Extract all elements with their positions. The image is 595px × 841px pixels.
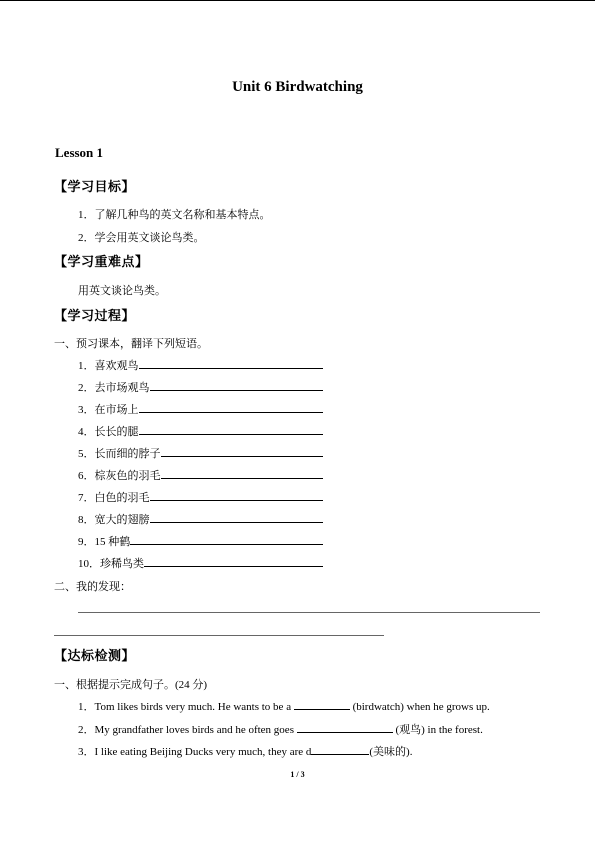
question-2-text-a: My grandfather loves birds and he often goes (94, 724, 294, 736)
phrase-label: 8．宽大的翅膀 (78, 514, 150, 526)
question-2-blank[interactable] (297, 723, 393, 733)
phrase-answer-blank[interactable] (161, 469, 323, 479)
question-3-text-b: (美味的). (369, 746, 413, 758)
phrase-answer-blank[interactable] (139, 359, 323, 369)
phrase-label: 1．喜欢观鸟 (78, 360, 139, 372)
page-top-rule (0, 0, 595, 1)
phrase-answer-blank[interactable] (150, 491, 323, 501)
question-3-number: 3． (78, 746, 95, 758)
phrase-label: 2．去市场观鸟 (78, 382, 150, 394)
phrase-label: 4．长长的腿 (78, 426, 139, 438)
question-3-text-a: I like eating Beijing Ducks very much, they are d (94, 746, 312, 758)
question-2-number: 2． (78, 724, 95, 736)
question-2-text-b: (观鸟) in the forest. (395, 724, 483, 736)
question-1 (78, 698, 490, 714)
question-2 (78, 721, 483, 737)
phrase-item-7 (78, 489, 323, 505)
phrase-answer-blank[interactable] (130, 535, 323, 545)
phrase-item-3 (78, 401, 323, 417)
goal-item-1: 1．了解几种鸟的英文名称和基本特点。 (78, 209, 271, 221)
phrase-item-2 (78, 379, 323, 395)
discovery-answer-line-1[interactable] (78, 612, 540, 613)
phrase-label: 7．白色的羽毛 (78, 492, 150, 504)
question-3 (78, 743, 412, 759)
phrase-answer-blank[interactable] (144, 557, 323, 567)
phrase-item-5 (78, 445, 323, 461)
phrase-answer-blank[interactable] (150, 381, 323, 391)
question-1-number: 1． (78, 701, 95, 713)
document-title: Unit 6 Birdwatching (232, 79, 363, 95)
phrase-label: 6．棕灰色的羽毛 (78, 470, 161, 482)
phrase-label: 9．15 种鹤 (78, 536, 131, 548)
question-1-text-a: Tom likes birds very much. He wants to be a (94, 701, 292, 713)
question-1-text-b: (birdwatch) when he grows up. (352, 701, 490, 713)
question-1-blank[interactable] (294, 700, 350, 710)
phrase-item-8 (78, 511, 323, 527)
phrase-answer-blank[interactable] (150, 513, 323, 523)
phrase-label: 10．珍稀鸟类 (78, 558, 144, 570)
goal-item-2: 2．学会用英文谈论鸟类。 (78, 232, 205, 244)
phrase-item-4 (78, 423, 323, 439)
phrase-label: 5．长而细的脖子 (78, 448, 161, 460)
test-part1-title: 一、根据提示完成句子。(24 分) (54, 679, 208, 691)
heading-assessment: 【达标检测】 (54, 649, 136, 664)
heading-learning-process: 【学习过程】 (54, 309, 136, 324)
phrase-item-6 (78, 467, 323, 483)
process-part2-title: 二、我的发现： (54, 581, 131, 593)
phrase-answer-blank[interactable] (139, 403, 323, 413)
phrase-item-10 (78, 555, 323, 571)
phrase-item-9 (78, 533, 323, 549)
heading-key-points: 【学习重难点】 (54, 255, 149, 270)
lesson-label: Lesson 1 (55, 145, 104, 160)
phrase-label: 3．在市场上 (78, 404, 139, 416)
phrase-item-1 (78, 357, 323, 373)
question-3-blank[interactable] (311, 745, 369, 755)
page-number: 1 / 3 (290, 770, 305, 779)
discovery-answer-line-2[interactable] (54, 635, 384, 636)
process-part1-title: 一、预习课本，翻译下列短语。 (54, 338, 208, 350)
phrase-answer-blank[interactable] (161, 447, 323, 457)
phrase-answer-blank[interactable] (139, 425, 323, 435)
key-points-text: 用英文谈论鸟类。 (78, 285, 166, 297)
heading-learning-goals: 【学习目标】 (54, 180, 136, 195)
